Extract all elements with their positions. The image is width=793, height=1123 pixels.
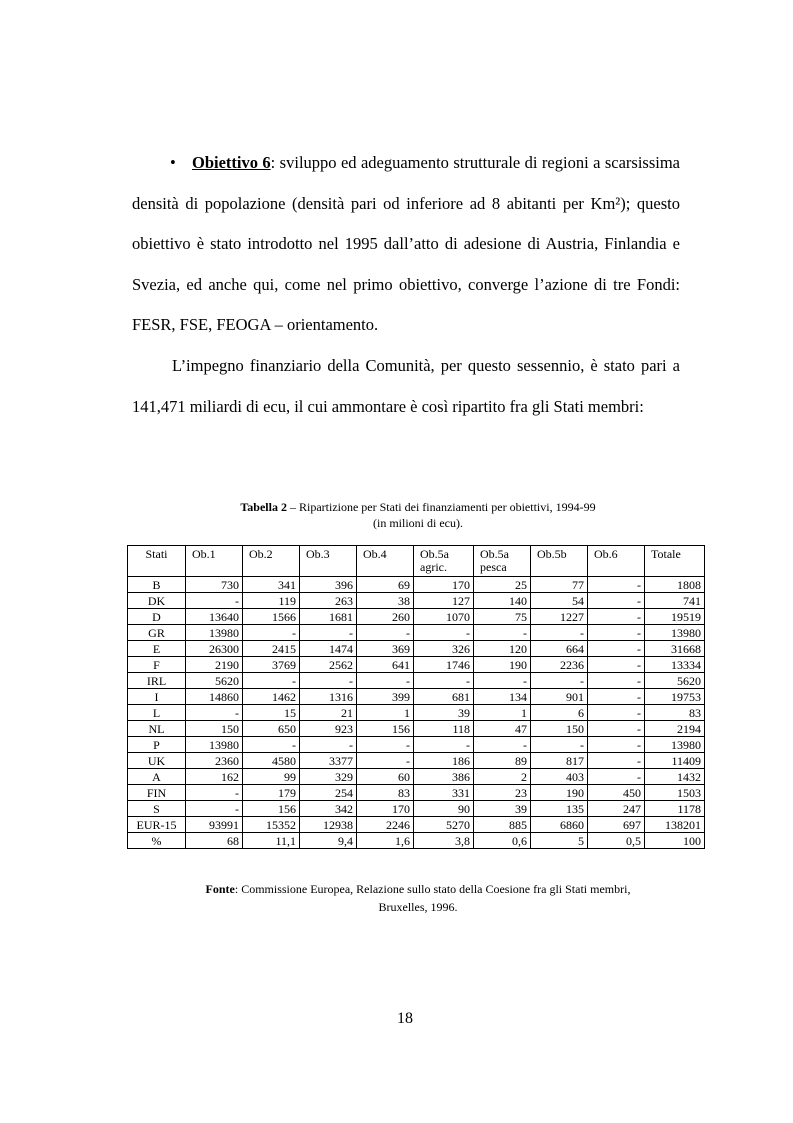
table-cell: 1: [474, 705, 531, 721]
table-cell: 1178: [645, 801, 705, 817]
table-cell: 1432: [645, 769, 705, 785]
table-cell: 26300: [186, 641, 243, 657]
funding-paragraph: L’impegno finanziario della Comunità, per questo sessennio, è stato pari a 141,471 miliardi di ecu, il cui ammontare è così ripartito fra gli Stati membri:: [132, 356, 680, 416]
table-cell: 254: [300, 785, 357, 801]
table-cell: 156: [243, 801, 300, 817]
table-cell: 170: [357, 801, 414, 817]
table-cell: 190: [531, 785, 588, 801]
table-cell: 1227: [531, 609, 588, 625]
table-cell: 901: [531, 689, 588, 705]
table-row: [128, 609, 705, 625]
table-row: [128, 577, 705, 593]
table-cell: 260: [357, 609, 414, 625]
table-cell: 13980: [645, 737, 705, 753]
table-cell: 25: [474, 577, 531, 593]
table-cell: 1474: [300, 641, 357, 657]
table-cell: 5620: [645, 673, 705, 689]
table-cell: 54: [531, 593, 588, 609]
table-cell: 19753: [645, 689, 705, 705]
table-cell: -: [414, 625, 474, 641]
table-row: [128, 769, 705, 785]
table-cell: 9,4: [300, 833, 357, 849]
table-cell: -: [414, 673, 474, 689]
row-label-cell: %: [128, 833, 186, 849]
column-header: Ob.5b: [531, 546, 588, 577]
table-row: [128, 705, 705, 721]
table-cell: -: [531, 737, 588, 753]
table-cell: 170: [414, 577, 474, 593]
table-cell: 83: [645, 705, 705, 721]
table-cell: 3,8: [414, 833, 474, 849]
table-cell: 1462: [243, 689, 300, 705]
table-cell: 885: [474, 817, 531, 833]
table-cell: -: [588, 689, 645, 705]
row-label-cell: P: [128, 737, 186, 753]
table-cell: 331: [414, 785, 474, 801]
table-cell: 369: [357, 641, 414, 657]
table-cell: -: [588, 641, 645, 657]
table-cell: -: [357, 737, 414, 753]
table-caption: [132, 499, 704, 531]
table-cell: 817: [531, 753, 588, 769]
table-cell: -: [588, 609, 645, 625]
table-cell: 664: [531, 641, 588, 657]
table-cell: 1,6: [357, 833, 414, 849]
table-cell: 396: [300, 577, 357, 593]
table-cell: 38: [357, 593, 414, 609]
page-number: 18: [397, 1010, 413, 1027]
table-header-row: [128, 546, 705, 577]
table-cell: 186: [414, 753, 474, 769]
row-label-cell: E: [128, 641, 186, 657]
table-cell: 11409: [645, 753, 705, 769]
table-cell: 15: [243, 705, 300, 721]
table-cell: -: [300, 737, 357, 753]
table-cell: 120: [474, 641, 531, 657]
table-body: [128, 577, 705, 849]
table-cell: -: [588, 769, 645, 785]
column-header: Ob.3: [300, 546, 357, 577]
table-cell: 1316: [300, 689, 357, 705]
table-cell: 263: [300, 593, 357, 609]
table-cell: 1681: [300, 609, 357, 625]
objective-6-paragraph: [132, 143, 680, 346]
table-cell: 190: [474, 657, 531, 673]
table-cell: 118: [414, 721, 474, 737]
table-cell: 99: [243, 769, 300, 785]
table-row: [128, 657, 705, 673]
row-label-cell: DK: [128, 593, 186, 609]
table-cell: -: [243, 737, 300, 753]
table-cell: 156: [357, 721, 414, 737]
table-cell: 13640: [186, 609, 243, 625]
table-cell: -: [588, 625, 645, 641]
table-cell: 60: [357, 769, 414, 785]
table-cell: 0,6: [474, 833, 531, 849]
table-cell: 1503: [645, 785, 705, 801]
table-cell: 3769: [243, 657, 300, 673]
table-cell: 2: [474, 769, 531, 785]
table-cell: -: [588, 657, 645, 673]
table-cell: 923: [300, 721, 357, 737]
table-cell: 326: [414, 641, 474, 657]
table-cell: -: [588, 705, 645, 721]
column-header: Ob.4: [357, 546, 414, 577]
table-cell: 47: [474, 721, 531, 737]
table-cell: 13980: [186, 625, 243, 641]
table-cell: -: [243, 625, 300, 641]
table-cell: 329: [300, 769, 357, 785]
table-cell: -: [186, 705, 243, 721]
table-cell: 403: [531, 769, 588, 785]
table-cell: 2194: [645, 721, 705, 737]
source-line2: Bruxelles, 1996.: [378, 900, 458, 914]
table-cell: 4580: [243, 753, 300, 769]
table-cell: -: [588, 737, 645, 753]
table-cell: 83: [357, 785, 414, 801]
table-cell: 1746: [414, 657, 474, 673]
table-cell: 69: [357, 577, 414, 593]
row-label-cell: UK: [128, 753, 186, 769]
table-cell: 2360: [186, 753, 243, 769]
table-cell: -: [474, 673, 531, 689]
objective-text: : sviluppo ed adeguamento strutturale di regioni a scarsissima densità di popolazione (densità pari od inferiore ad 8 abitanti per Km²); questo obiettivo è stato introdotto nel 1995 dall’atto di adesione di Austria, Finlandia e Svezia, ed anche qui, come nel primo obiettivo, converge l’azione di tre Fondi: FESR, FSE, FEOGA – orientamento.: [132, 153, 680, 334]
table-cell: 730: [186, 577, 243, 593]
table-cell: 650: [243, 721, 300, 737]
table-cell: 179: [243, 785, 300, 801]
table-row: [128, 833, 705, 849]
caption-text: – Ripartizione per Stati dei finanziamenti per obiettivi, 1994-99: [286, 500, 596, 514]
table-cell: 13980: [645, 625, 705, 641]
bullet-icon: •: [170, 153, 176, 172]
table-cell: 150: [186, 721, 243, 737]
table-cell: 39: [414, 705, 474, 721]
table-cell: 23: [474, 785, 531, 801]
table-cell: 641: [357, 657, 414, 673]
table-cell: 150: [531, 721, 588, 737]
table-row: [128, 689, 705, 705]
column-header: Ob.5a pesca: [474, 546, 531, 577]
row-label-cell: IRL: [128, 673, 186, 689]
table-cell: 135: [531, 801, 588, 817]
table-cell: 13334: [645, 657, 705, 673]
table-cell: 2190: [186, 657, 243, 673]
table-row: [128, 625, 705, 641]
column-header: Totale: [645, 546, 705, 577]
table-cell: -: [357, 625, 414, 641]
table-cell: 12938: [300, 817, 357, 833]
table-cell: 247: [588, 801, 645, 817]
column-header: Ob.6: [588, 546, 645, 577]
table-cell: 75: [474, 609, 531, 625]
table-cell: 13980: [186, 737, 243, 753]
table-cell: -: [588, 593, 645, 609]
table-cell: 450: [588, 785, 645, 801]
table-cell: -: [588, 673, 645, 689]
table-cell: -: [186, 593, 243, 609]
column-header: Ob.2: [243, 546, 300, 577]
table-cell: 386: [414, 769, 474, 785]
table-cell: 100: [645, 833, 705, 849]
table-cell: -: [531, 625, 588, 641]
table-cell: 0,5: [588, 833, 645, 849]
table-cell: -: [357, 753, 414, 769]
table-cell: 134: [474, 689, 531, 705]
table-cell: 93991: [186, 817, 243, 833]
table-cell: -: [588, 753, 645, 769]
table-cell: 681: [414, 689, 474, 705]
row-label-cell: GR: [128, 625, 186, 641]
table-cell: -: [300, 625, 357, 641]
caption-label: Tabella 2: [240, 500, 287, 514]
table-row: [128, 801, 705, 817]
table-cell: 1566: [243, 609, 300, 625]
column-header: Ob.1: [186, 546, 243, 577]
table-row: [128, 673, 705, 689]
table-row: [128, 785, 705, 801]
table-cell: 140: [474, 593, 531, 609]
table-cell: 39: [474, 801, 531, 817]
source-note: [132, 880, 704, 916]
table-cell: 5: [531, 833, 588, 849]
row-label-cell: NL: [128, 721, 186, 737]
table-cell: 89: [474, 753, 531, 769]
row-label-cell: I: [128, 689, 186, 705]
table-cell: -: [357, 673, 414, 689]
table-cell: 1070: [414, 609, 474, 625]
row-label-cell: EUR-15: [128, 817, 186, 833]
table-cell: -: [243, 673, 300, 689]
table-cell: 6: [531, 705, 588, 721]
table-cell: 6860: [531, 817, 588, 833]
table-cell: 2236: [531, 657, 588, 673]
table-cell: -: [531, 673, 588, 689]
table-row: [128, 721, 705, 737]
row-label-cell: FIN: [128, 785, 186, 801]
table-cell: 341: [243, 577, 300, 593]
table-cell: 31668: [645, 641, 705, 657]
table-cell: 697: [588, 817, 645, 833]
table-cell: 399: [357, 689, 414, 705]
table-cell: 3377: [300, 753, 357, 769]
table-cell: -: [186, 801, 243, 817]
row-label-cell: F: [128, 657, 186, 673]
column-header: Stati: [128, 546, 186, 577]
row-label-cell: L: [128, 705, 186, 721]
table-cell: 90: [414, 801, 474, 817]
table-cell: 342: [300, 801, 357, 817]
table-cell: 15352: [243, 817, 300, 833]
column-header: Ob.5a agric.: [414, 546, 474, 577]
table-cell: 1: [357, 705, 414, 721]
table-cell: 119: [243, 593, 300, 609]
funding-table: [127, 545, 705, 849]
table-cell: 162: [186, 769, 243, 785]
table-cell: 5620: [186, 673, 243, 689]
table-row: [128, 753, 705, 769]
table-cell: 741: [645, 593, 705, 609]
table-cell: -: [474, 625, 531, 641]
row-label-cell: S: [128, 801, 186, 817]
table-cell: 68: [186, 833, 243, 849]
row-label-cell: D: [128, 609, 186, 625]
table-cell: 21: [300, 705, 357, 721]
table-cell: -: [588, 577, 645, 593]
table-cell: 127: [414, 593, 474, 609]
row-label-cell: B: [128, 577, 186, 593]
table-cell: 11,1: [243, 833, 300, 849]
table-cell: -: [186, 785, 243, 801]
table-row: [128, 737, 705, 753]
table-cell: -: [474, 737, 531, 753]
caption-subtitle: (in milioni di ecu).: [373, 516, 463, 530]
table-cell: 19519: [645, 609, 705, 625]
table-row: [128, 593, 705, 609]
table-cell: -: [588, 721, 645, 737]
row-label-cell: A: [128, 769, 186, 785]
table-row: [128, 641, 705, 657]
table-cell: 1808: [645, 577, 705, 593]
table-cell: 77: [531, 577, 588, 593]
table-cell: 5270: [414, 817, 474, 833]
table-cell: 2246: [357, 817, 414, 833]
table-cell: -: [300, 673, 357, 689]
table-cell: -: [414, 737, 474, 753]
table-row: [128, 817, 705, 833]
source-text: : Commissione Europea, Relazione sullo stato della Coesione fra gli Stati membri,: [234, 882, 631, 896]
table-cell: 138201: [645, 817, 705, 833]
table-cell: 2562: [300, 657, 357, 673]
table-cell: 2415: [243, 641, 300, 657]
table-cell: 14860: [186, 689, 243, 705]
source-label: Fonte: [205, 882, 235, 896]
objective-label: Obiettivo 6: [192, 153, 271, 172]
